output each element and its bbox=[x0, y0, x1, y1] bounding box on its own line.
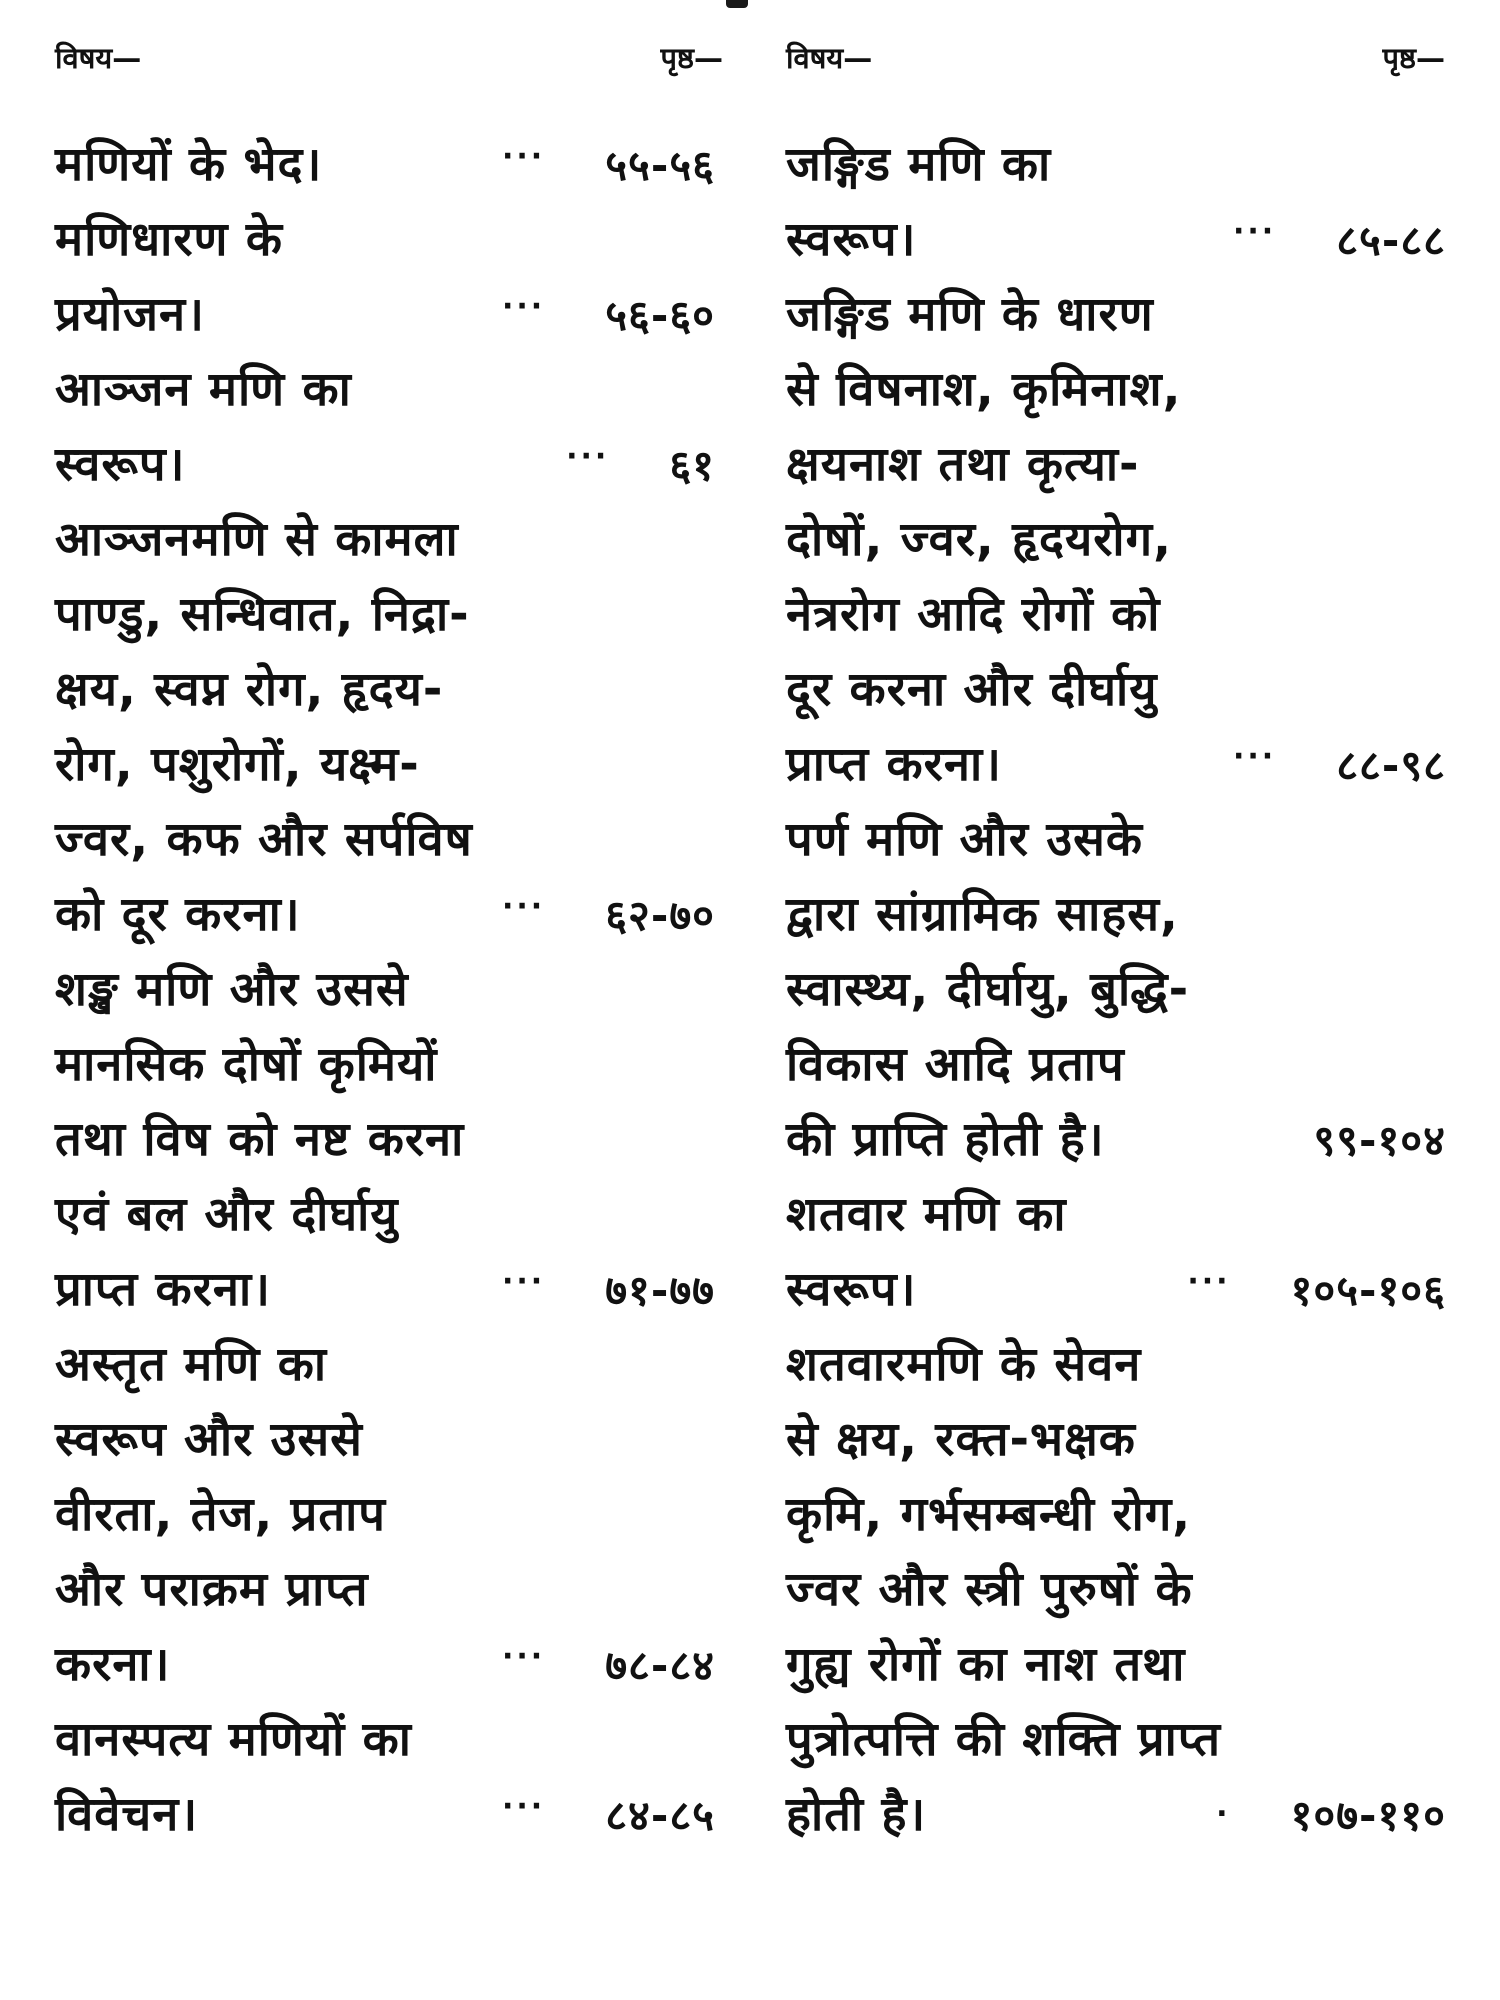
leader-dots: ··· bbox=[502, 889, 546, 924]
toc-entry-line bbox=[786, 805, 1446, 880]
toc-entry-text: से क्षय, रक्त-भक्षक bbox=[786, 1412, 1136, 1467]
left-subject-heading: विषय— bbox=[55, 41, 142, 75]
toc-entry-text: रोग, पशुरोगों, यक्ष्म- bbox=[55, 737, 420, 792]
toc-entry-text: पुत्रोत्पत्ति की शक्ति प्राप्त bbox=[786, 1712, 1222, 1767]
toc-entry-line bbox=[55, 1405, 715, 1480]
toc-entry-text: वानस्पत्य मणियों का bbox=[55, 1712, 412, 1767]
left-page-heading: पृष्ठ— bbox=[660, 41, 723, 75]
toc-entry-text: ज्वर और स्त्री पुरुषों के bbox=[786, 1562, 1193, 1617]
page-range: १०७-११० bbox=[1290, 1791, 1446, 1840]
toc-entry-line bbox=[55, 130, 715, 205]
toc-entry-text: वीरता, तेज, प्रताप bbox=[55, 1487, 386, 1542]
toc-entry-text: आञ्जनमणि से कामला bbox=[55, 512, 459, 567]
toc-entry-line bbox=[55, 1705, 715, 1780]
toc-entry-line bbox=[786, 1555, 1446, 1630]
right-subject-heading: विषय— bbox=[786, 41, 873, 75]
left-column-header bbox=[55, 38, 723, 86]
toc-entry-line bbox=[55, 205, 715, 280]
toc-entry-tail bbox=[1253, 1111, 1446, 1168]
toc-entry-text: मणियों के भेद। bbox=[55, 137, 323, 192]
toc-entry-text: गुह्य रोगों का नाश तथा bbox=[786, 1637, 1186, 1692]
toc-entry-line bbox=[786, 430, 1446, 505]
toc-entry-line bbox=[55, 655, 715, 730]
page-range: ८५-८८ bbox=[1336, 216, 1446, 265]
toc-entry-line bbox=[786, 880, 1446, 955]
toc-entry-line bbox=[55, 880, 715, 955]
toc-entry-text: नेत्ररोग आदि रोगों को bbox=[786, 587, 1161, 642]
toc-entry-line bbox=[786, 1480, 1446, 1555]
toc-entry-tail bbox=[502, 1636, 715, 1693]
toc-entry-line bbox=[55, 505, 715, 580]
toc-entry-text: स्वरूप। bbox=[786, 212, 917, 267]
toc-entry-line bbox=[786, 655, 1446, 730]
toc-entry-line bbox=[786, 1105, 1446, 1180]
toc-entry-text: क्षय, स्वप्न रोग, हृदय- bbox=[55, 662, 444, 717]
toc-entry-line bbox=[55, 430, 715, 505]
page-range: ७८-८४ bbox=[605, 1641, 715, 1690]
toc-entry-text: क्षयनाश तथा कृत्या- bbox=[786, 437, 1140, 492]
toc-entry-line bbox=[786, 730, 1446, 805]
toc-entry-line bbox=[786, 1405, 1446, 1480]
leader-dots: ··· bbox=[566, 439, 610, 474]
toc-entry bbox=[55, 505, 723, 955]
toc-entry-text: अस्तृत मणि का bbox=[55, 1337, 328, 1392]
toc-entry-text: जङ्गिड मणि के धारण bbox=[786, 287, 1154, 342]
toc-entry-line bbox=[786, 1330, 1446, 1405]
right-column-header bbox=[786, 38, 1450, 86]
toc-entry-line bbox=[55, 1030, 715, 1105]
page-range: ८८-९८ bbox=[1336, 741, 1446, 790]
toc-entry-tail bbox=[502, 886, 715, 943]
toc-entry-tail bbox=[502, 1261, 715, 1318]
toc-entry-text: को दूर करना। bbox=[55, 887, 301, 942]
toc-entry-line bbox=[786, 205, 1446, 280]
leader-dots: ··· bbox=[1187, 1264, 1231, 1299]
toc-entry-text: पाण्डु, सन्धिवात, निद्रा- bbox=[55, 587, 470, 642]
right-column bbox=[786, 38, 1450, 1855]
toc-entry-line bbox=[55, 805, 715, 880]
toc-entry-line bbox=[55, 280, 715, 355]
toc-entry-line bbox=[55, 955, 715, 1030]
left-entry-list bbox=[55, 130, 723, 1855]
leader-dots: ··· bbox=[502, 1789, 546, 1824]
toc-entry-text: मानसिक दोषों कृमियों bbox=[55, 1037, 438, 1092]
toc-entry-text: तथा विष को नष्ट करना bbox=[55, 1112, 465, 1167]
page-range: ६१ bbox=[669, 441, 715, 490]
toc-entry-line bbox=[55, 355, 715, 430]
toc-entry bbox=[786, 1330, 1450, 1855]
toc-entry-tail bbox=[1233, 211, 1446, 268]
toc-entry-text: कृमि, गर्भसम्बन्धी रोग, bbox=[786, 1487, 1192, 1542]
toc-entry-line bbox=[55, 1330, 715, 1405]
toc-entry bbox=[55, 955, 723, 1330]
toc-entry-line bbox=[55, 1780, 715, 1855]
toc-entry-text: शतवार मणि का bbox=[786, 1187, 1067, 1242]
toc-entry-text: विकास आदि प्रताप bbox=[786, 1037, 1125, 1092]
toc-entry-text: दोषों, ज्वर, हृदयरोग, bbox=[786, 512, 1172, 567]
leader-dots: ··· bbox=[502, 139, 546, 174]
toc-entry-line bbox=[786, 955, 1446, 1030]
toc-entry-text: की प्राप्ति होती है। bbox=[786, 1112, 1105, 1167]
toc-entry-tail bbox=[1187, 1261, 1446, 1318]
toc-entry-text: शतवारमणि के सेवन bbox=[786, 1337, 1142, 1392]
right-entry-list bbox=[786, 130, 1450, 1855]
leader-dots: ··· bbox=[502, 1639, 546, 1674]
page-range: ६२-७० bbox=[605, 891, 715, 940]
toc-entry-line bbox=[55, 1180, 715, 1255]
toc-entry-text: स्वरूप। bbox=[55, 437, 186, 492]
toc-entry-line bbox=[786, 505, 1446, 580]
toc-entry-line bbox=[786, 1180, 1446, 1255]
toc-entry bbox=[55, 355, 723, 505]
toc-entry-line bbox=[786, 1780, 1446, 1855]
toc-entry-line bbox=[55, 580, 715, 655]
left-column bbox=[55, 38, 723, 1855]
toc-entry-text: दूर करना और दीर्घायु bbox=[786, 662, 1158, 717]
toc-entry-text: से विषनाश, कृमिनाश, bbox=[786, 362, 1182, 417]
toc-entry-line bbox=[786, 130, 1446, 205]
toc-entry-text: स्वरूप। bbox=[786, 1262, 917, 1317]
toc-entry bbox=[55, 1705, 723, 1855]
toc-entry-text: आञ्जन मणि का bbox=[55, 362, 352, 417]
page-range: ७१-७७ bbox=[605, 1266, 715, 1315]
toc-entry-text: विवेचन। bbox=[55, 1787, 199, 1842]
page-range: ८४-८५ bbox=[605, 1791, 715, 1840]
toc-entry-line bbox=[786, 355, 1446, 430]
toc-entry-line bbox=[786, 1630, 1446, 1705]
toc-entry-text: स्वास्थ्य, दीर्घायु, बुद्धि- bbox=[786, 962, 1190, 1017]
page-range: ५५-५६ bbox=[605, 141, 715, 190]
toc-entry-line bbox=[55, 1480, 715, 1555]
toc-entry-text: मणिधारण के bbox=[55, 212, 284, 267]
page-range: १०५-१०६ bbox=[1290, 1266, 1446, 1315]
toc-entry-text: द्वारा सांग्रामिक साहस, bbox=[786, 887, 1179, 942]
toc-entry bbox=[786, 280, 1450, 805]
toc-entry-text: पर्ण मणि और उसके bbox=[786, 812, 1143, 867]
toc-entry-text: प्रयोजन। bbox=[55, 287, 205, 342]
toc-entry-tail bbox=[502, 1786, 715, 1843]
toc-entry-text: करना। bbox=[55, 1637, 171, 1692]
leader-dots: ··· bbox=[502, 1264, 546, 1299]
toc-entry-text: ज्वर, कफ और सर्पविष bbox=[55, 812, 473, 867]
toc-entry-tail bbox=[502, 286, 715, 343]
toc-entry-text: होती है। bbox=[786, 1787, 927, 1842]
toc-entry bbox=[55, 1330, 723, 1705]
leader-dots: ··· bbox=[1233, 739, 1277, 774]
right-page-heading: पृष्ठ— bbox=[1382, 41, 1445, 75]
toc-entry-line bbox=[55, 1555, 715, 1630]
toc-entry bbox=[55, 130, 723, 205]
toc-entry-text: प्राप्त करना। bbox=[786, 737, 1002, 792]
toc-entry-line bbox=[786, 580, 1446, 655]
toc-entry-line bbox=[786, 1030, 1446, 1105]
toc-entry-tail bbox=[1233, 736, 1446, 793]
toc-entry bbox=[786, 130, 1450, 280]
toc-entry-text: और पराक्रम प्राप्त bbox=[55, 1562, 369, 1617]
page-range: ५६-६० bbox=[605, 291, 715, 340]
toc-entry-line bbox=[55, 730, 715, 805]
toc-entry-text: जङ्गिड मणि का bbox=[786, 137, 1052, 192]
toc-entry-line bbox=[786, 1255, 1446, 1330]
toc-entry-line bbox=[55, 1630, 715, 1705]
toc-entry-tail bbox=[1216, 1786, 1446, 1843]
leader-dots: ··· bbox=[1233, 214, 1277, 249]
page-top-mark bbox=[726, 0, 748, 8]
toc-entry-tail bbox=[566, 436, 715, 493]
toc-entry-text: स्वरूप और उससे bbox=[55, 1412, 363, 1467]
leader-dots: . bbox=[1216, 1789, 1231, 1824]
toc-entry bbox=[55, 205, 723, 355]
toc-entry-line bbox=[786, 280, 1446, 355]
toc-entry bbox=[786, 1180, 1450, 1330]
toc-entry-line bbox=[55, 1255, 715, 1330]
toc-entry-text: शङ्ख मणि और उससे bbox=[55, 962, 409, 1017]
toc-entry bbox=[786, 805, 1450, 1180]
toc-entry-line bbox=[786, 1705, 1446, 1780]
toc-entry-tail bbox=[502, 136, 715, 193]
leader-dots: ··· bbox=[502, 289, 546, 324]
page-range: ९९-१०४ bbox=[1313, 1116, 1446, 1165]
toc-entry-line bbox=[55, 1105, 715, 1180]
toc-entry-text: एवं बल और दीर्घायु bbox=[55, 1187, 399, 1242]
toc-entry-text: प्राप्त करना। bbox=[55, 1262, 271, 1317]
